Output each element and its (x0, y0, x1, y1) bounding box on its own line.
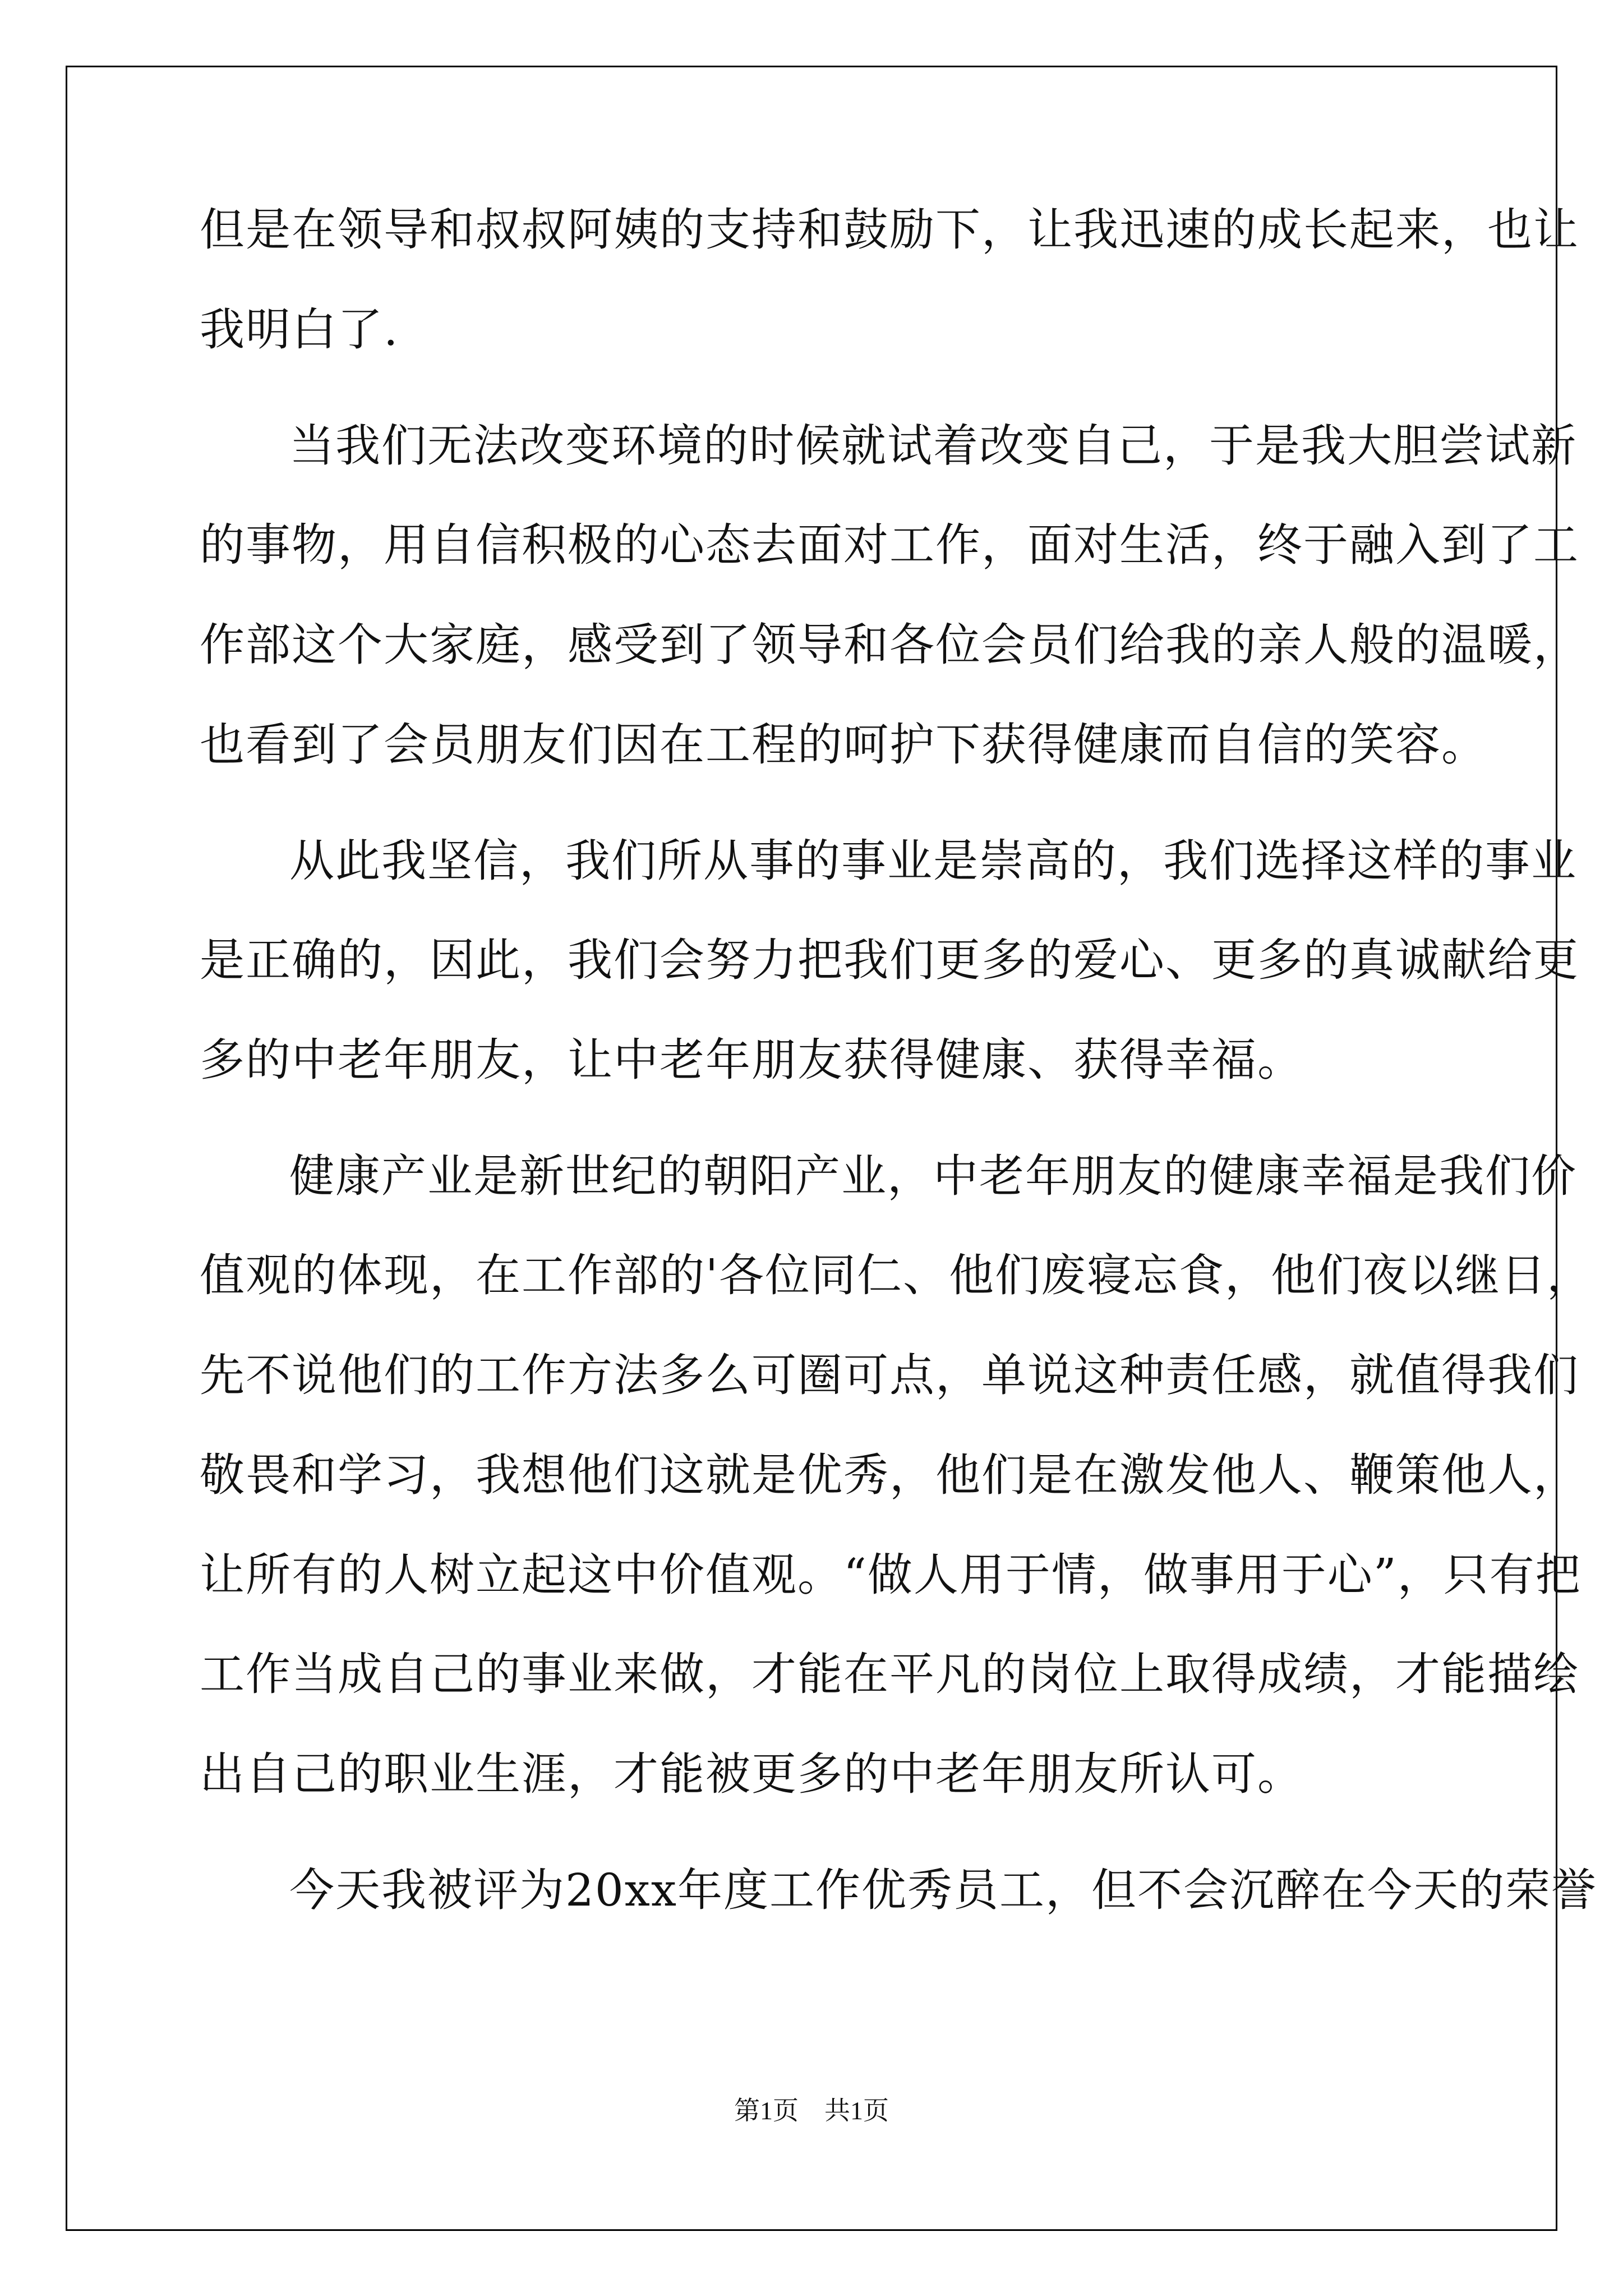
text-line: 从此我坚信，我们所从事的事业是崇高的，我们选择这样的事业 (289, 835, 1577, 887)
text-line: 但是在领导和叔叔阿姨的支持和鼓励下，让我迅速的成长起来，也让 (200, 204, 1579, 256)
text-line: 今天我被评为20xx年度工作优秀员工，但不会沉醉在今天的荣誉 (289, 1864, 1598, 1916)
text-line: 作部这个大家庭，感受到了领导和各位会员们给我的亲人般的温暖， (200, 619, 1579, 671)
text-line: 的事物，用自信积极的心态去面对工作，面对生活，终于融入到了工 (200, 519, 1579, 571)
text-line: 先不说他们的工作方法多么可圈可点，单说这种责任感，就值得我们 (200, 1349, 1579, 1401)
text-line: 出自己的职业生涯，才能被更多的中老年朋友所认可。 (200, 1748, 1303, 1800)
text-line: 敬畏和学习，我想他们这就是优秀，他们是在激发他人、鞭策他人， (200, 1449, 1579, 1501)
text-line: 是正确的，因此，我们会努力把我们更多的爱心、更多的真诚献给更 (200, 934, 1579, 986)
text-line: 也看到了会员朋友们因在工程的呵护下获得健康而自信的笑容。 (200, 719, 1487, 771)
text-line: 让所有的人树立起这中价值观。“做人用于情，做事用于心”，只有把 (200, 1549, 1581, 1601)
text-line: 多的中老年朋友，让中老年朋友获得健康、获得幸福。 (200, 1034, 1303, 1086)
page-number-current: 第1页 (734, 2096, 799, 2125)
text-line: 当我们无法改变环境的时候就试着改变自己，于是我大胆尝试新 (289, 420, 1577, 472)
page-number-total: 共1页 (824, 2096, 889, 2125)
page-footer (0, 2090, 1623, 2127)
text-line: 值观的体现，在工作部的'各位同仁、他们废寝忘食，他们夜以继日， (200, 1249, 1593, 1301)
text-line: 工作当成自己的事业来做，才能在平凡的岗位上取得成绩，才能描绘 (200, 1648, 1579, 1700)
text-line: 健康产业是新世纪的朝阳产业，中老年朋友的健康幸福是我们价 (289, 1150, 1577, 1202)
text-line: 我明白了. (200, 303, 399, 356)
